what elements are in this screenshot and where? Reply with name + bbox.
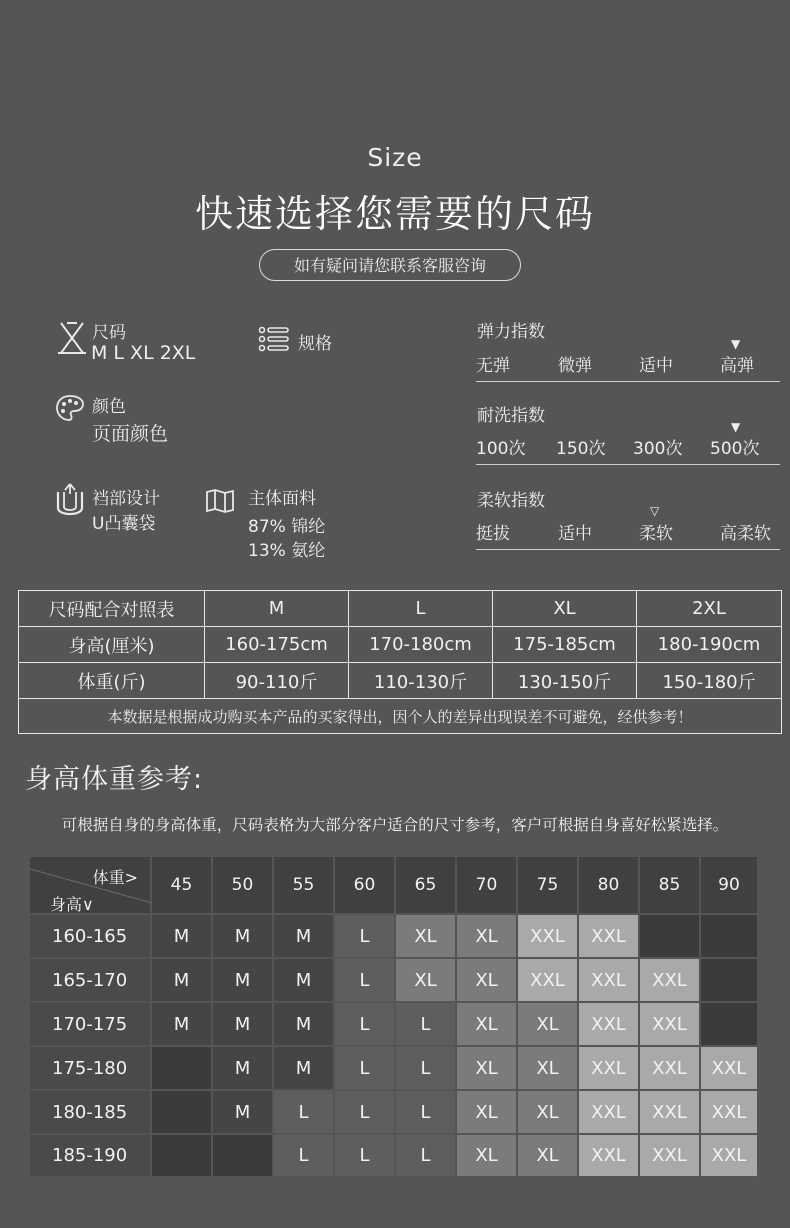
elastic-option: 无弹 (476, 356, 510, 376)
size-grid-cell: XXL (640, 1091, 701, 1135)
height-row-header: 175-180 (30, 1047, 152, 1091)
size-grid-cell: L (335, 1135, 396, 1178)
height-row-header: 185-190 (30, 1135, 152, 1178)
size-grid-cell: L (396, 1003, 457, 1047)
size-table-cell: 160-175cm (205, 627, 349, 663)
size-grid-cell: XXL (579, 1003, 640, 1047)
size-grid-cell: L (396, 1135, 457, 1178)
size-grid-cell: M (274, 915, 335, 959)
size-table-cell: 110-130斤 (349, 663, 493, 699)
size-grid-cell: XL (518, 1091, 579, 1135)
size-grid-cell: XXL (701, 1091, 759, 1135)
size-grid-cell: XXL (701, 1135, 759, 1178)
size-grid-cell: XXL (640, 1135, 701, 1178)
wash-index-scale (476, 434, 780, 465)
size-grid-cell: L (335, 1003, 396, 1047)
height-row-header: 170-175 (30, 1003, 152, 1047)
size-grid-cell: L (335, 1091, 396, 1135)
u-pouch-icon (53, 482, 87, 524)
fabric-spec-value-2: 13% 氨纶 (248, 541, 326, 561)
size-grid-cell (152, 1135, 213, 1178)
size-grid-cell: XL (518, 1135, 579, 1178)
size-grid-cell: XXL (579, 1135, 640, 1178)
weight-header-cell: 85 (640, 857, 701, 915)
size-grid-cell: M (274, 1047, 335, 1091)
size-grid-cell: XXL (579, 959, 640, 1003)
size-grid-cell: L (335, 959, 396, 1003)
size-grid-cell: L (396, 1047, 457, 1091)
weight-header-cell: 50 (213, 857, 274, 915)
fabric-spec-label: 主体面料 (248, 489, 316, 509)
size-grid-cell: XL (457, 1047, 518, 1091)
weight-header-cell: 70 (457, 857, 518, 915)
size-grid-cell: XL (457, 1135, 518, 1178)
size-table-cell: 170-180cm (349, 627, 493, 663)
soft-index-scale (476, 519, 780, 550)
size-grid-cell: M (213, 1091, 274, 1135)
reference-description: 可根据自身的身高体重，尺码表格为大部分客户适合的尺寸参考，客户可根据自身喜好松紧选择。 (61, 816, 729, 834)
size-grid-cell: XXL (640, 1047, 701, 1091)
size-table-row-label: 身高(厘米) (19, 627, 205, 663)
size-grid-cell: L (396, 1091, 457, 1135)
wash-selected-marker: ▼ (731, 420, 741, 434)
size-grid-cell: L (274, 1091, 335, 1135)
weight-header-cell: 75 (518, 857, 579, 915)
palette-icon (54, 393, 86, 423)
elastic-index-label: 弹力指数 (477, 322, 545, 342)
grid-corner (30, 857, 152, 915)
size-table-cell: 175-185cm (493, 627, 637, 663)
elastic-index-scale (476, 351, 780, 382)
size-grid-cell: L (335, 915, 396, 959)
size-table-cell: 130-150斤 (493, 663, 637, 699)
size-grid-cell: XXL (579, 1091, 640, 1135)
reference-title: 身高体重参考: (25, 764, 204, 795)
size-grid-cell: XL (457, 1003, 518, 1047)
size-grid-cell: M (152, 1003, 213, 1047)
size-grid-cell: M (213, 1047, 274, 1091)
corner-weight-label: 体重> (92, 868, 138, 887)
size-grid-cell: M (274, 959, 335, 1003)
size-chart-table (18, 590, 782, 734)
consult-customer-service-button[interactable]: 如有疑问请您联系客服咨询 (259, 249, 521, 281)
height-row-header: 160-165 (30, 915, 152, 959)
weight-header-cell: 90 (701, 857, 759, 915)
elastic-option: 微弹 (558, 356, 592, 376)
size-spec-label: 尺码 (92, 323, 126, 343)
size-grid-cell: XXL (701, 1047, 759, 1091)
size-table-header-row (19, 591, 782, 627)
wash-option: 300次 (633, 439, 683, 459)
size-table-header-cell: M (205, 591, 349, 627)
size-grid-cell: L (274, 1135, 335, 1178)
size-grid-cell: XXL (518, 915, 579, 959)
color-spec-value: 页面颜色 (92, 423, 169, 445)
size-grid-cell: XXL (579, 915, 640, 959)
crotch-spec-label: 裆部设计 (92, 489, 160, 509)
wash-option: 100次 (476, 439, 526, 459)
size-table-cell: 150-180斤 (637, 663, 782, 699)
elastic-selected-marker: ▼ (731, 337, 741, 351)
size-grid-cell: M (274, 1003, 335, 1047)
soft-option: 高柔软 (720, 524, 771, 544)
size-grid-cell: M (213, 959, 274, 1003)
weight-header-cell: 60 (335, 857, 396, 915)
size-grid-cell: XL (457, 1091, 518, 1135)
spec-label: 规格 (298, 334, 332, 354)
size-table-title-cell: 尺码配合对照表 (19, 591, 205, 627)
height-row-header: 180-185 (30, 1091, 152, 1135)
size-grid-cell: XL (396, 915, 457, 959)
size-grid-cell (701, 915, 759, 959)
list-icon (258, 325, 290, 353)
wash-index-label: 耐洗指数 (477, 406, 545, 426)
size-table-header-cell: L (349, 591, 493, 627)
size-grid-cell: XL (518, 1047, 579, 1091)
size-table-header-cell: 2XL (637, 591, 782, 627)
size-table-cell: 180-190cm (637, 627, 782, 663)
soft-option: 适中 (558, 524, 592, 544)
height-weight-grid (30, 857, 759, 1178)
weight-header-cell: 80 (579, 857, 640, 915)
fabric-spec-value-1: 87% 锦纶 (248, 517, 326, 537)
size-grid-cell: XXL (579, 1047, 640, 1091)
table-row (19, 663, 782, 699)
size-grid-cell: M (213, 915, 274, 959)
size-grid-cell (152, 1047, 213, 1091)
size-grid-cell (640, 915, 701, 959)
soft-option: 挺拔 (476, 524, 510, 544)
size-grid-cell: M (152, 915, 213, 959)
color-spec-label: 颜色 (92, 397, 126, 417)
table-row (19, 627, 782, 663)
size-grid-cell (701, 1003, 759, 1047)
size-grid-cell: XXL (518, 959, 579, 1003)
size-grid-cell: XL (396, 959, 457, 1003)
elastic-option: 适中 (639, 356, 673, 376)
size-spec-value: M L XL 2XL (91, 342, 196, 364)
size-table-header-cell: XL (493, 591, 637, 627)
size-grid-cell: M (152, 959, 213, 1003)
soft-index-label: 柔软指数 (477, 491, 545, 511)
height-row-header: 165-170 (30, 959, 152, 1003)
size-table-row-label: 体重(斤) (19, 663, 205, 699)
size-grid-cell: XXL (640, 959, 701, 1003)
size-grid-cell: XL (518, 1003, 579, 1047)
size-table-note-row (19, 699, 782, 734)
size-table-cell: 90-110斤 (205, 663, 349, 699)
size-grid-cell: M (213, 1003, 274, 1047)
book-icon (205, 488, 235, 514)
size-hanger-icon (55, 320, 89, 356)
weight-header-cell: 55 (274, 857, 335, 915)
weight-header-cell: 65 (396, 857, 457, 915)
size-grid-cell (213, 1135, 274, 1178)
size-grid-cell: XXL (640, 1003, 701, 1047)
size-grid-cell: L (335, 1047, 396, 1091)
elastic-option-selected: 高弹 (720, 356, 754, 376)
wash-option-selected: 500次 (710, 439, 760, 459)
weight-header-cell: 45 (152, 857, 213, 915)
size-grid-cell (701, 959, 759, 1003)
corner-height-label: 身高∨ (50, 895, 94, 914)
size-table-note: 本数据是根据成功购买本产品的买家得出，因个人的差异出现误差不可避免，经供参考！ (19, 699, 782, 734)
soft-option-selected: 柔软 (639, 524, 673, 544)
size-label: Size (367, 143, 423, 172)
wash-option: 150次 (556, 439, 606, 459)
size-grid-cell (152, 1091, 213, 1135)
crotch-spec-value: U凸囊袋 (92, 514, 156, 534)
size-grid-cell: XL (457, 959, 518, 1003)
size-grid-cell: XL (457, 915, 518, 959)
soft-selected-marker: ▽ (650, 504, 660, 518)
page-title: 快速选择您需要的尺码 (194, 192, 595, 236)
